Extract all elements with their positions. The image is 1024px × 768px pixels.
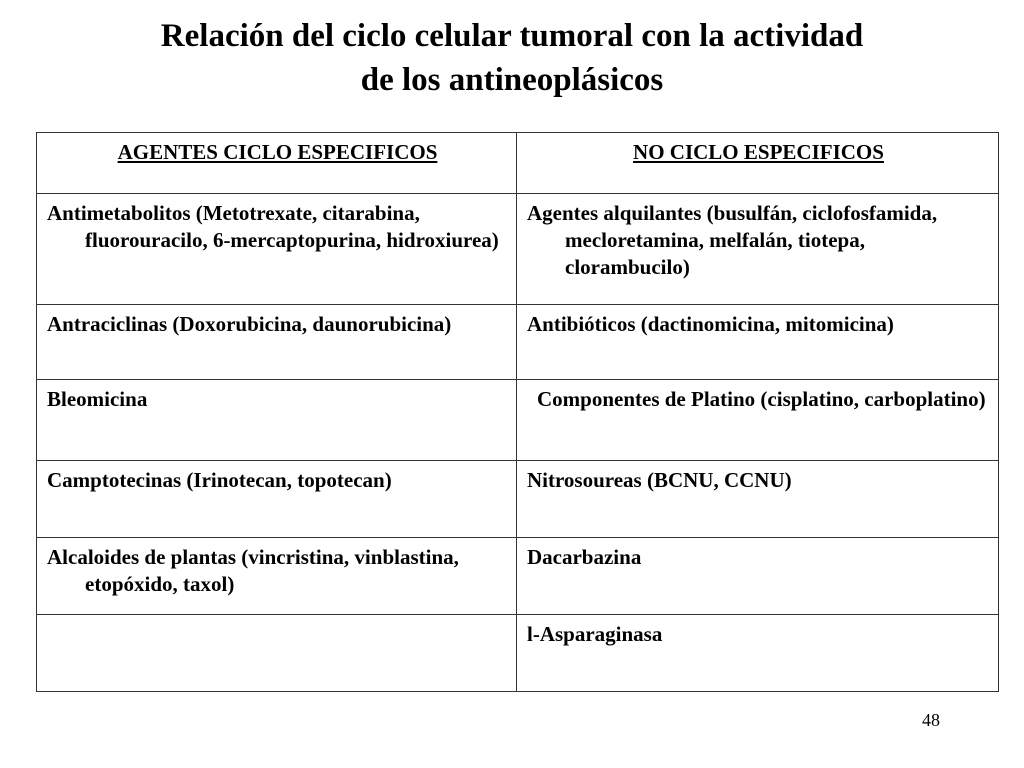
slide-title-line-1: Relación del ciclo celular tumoral con la actividad — [160, 18, 864, 54]
table-row — [37, 538, 999, 615]
table-cell: Alcaloides de plantas (vincristina, vinblastina, etopóxido, taxol) — [37, 538, 517, 615]
table-row — [37, 305, 999, 380]
table-header-row — [37, 133, 999, 194]
table-cell: Dacarbazina — [517, 538, 999, 615]
page-number: 48 — [922, 710, 940, 730]
table-row — [37, 380, 999, 461]
table-cell: Antimetabolitos (Metotrexate, citarabina, fluorouracilo, 6-mercaptopurina, hidroxiurea) — [37, 194, 517, 305]
table-cell: l-Asparaginasa — [517, 615, 999, 692]
header-cycle-specific: AGENTES CICLO ESPECIFICOS — [37, 133, 517, 194]
header-non-cycle-specific: NO CICLO ESPECIFICOS — [517, 133, 999, 194]
table-cell: Componentes de Platino (cisplatino, carboplatino) — [517, 380, 999, 461]
table-cell — [37, 615, 517, 692]
table-cell: Antibióticos (dactinomicina, mitomicina) — [517, 305, 999, 380]
table-row — [37, 615, 999, 692]
table-row — [37, 461, 999, 538]
table-row — [37, 194, 999, 305]
table-cell: Antraciclinas (Doxorubicina, daunorubicina) — [37, 305, 517, 380]
table-cell: Nitrosoureas (BCNU, CCNU) — [517, 461, 999, 538]
table-cell: Bleomicina — [37, 380, 517, 461]
slide-title-line-2: de los antineoplásicos — [360, 62, 664, 98]
agents-table — [36, 132, 999, 692]
slide-title — [0, 14, 1024, 102]
table-cell: Camptotecinas (Irinotecan, topotecan) — [37, 461, 517, 538]
table-cell: Agentes alquilantes (busulfán, ciclofosfamida, mecloretamina, melfalán, tiotepa, clorambucilo) — [517, 194, 999, 305]
